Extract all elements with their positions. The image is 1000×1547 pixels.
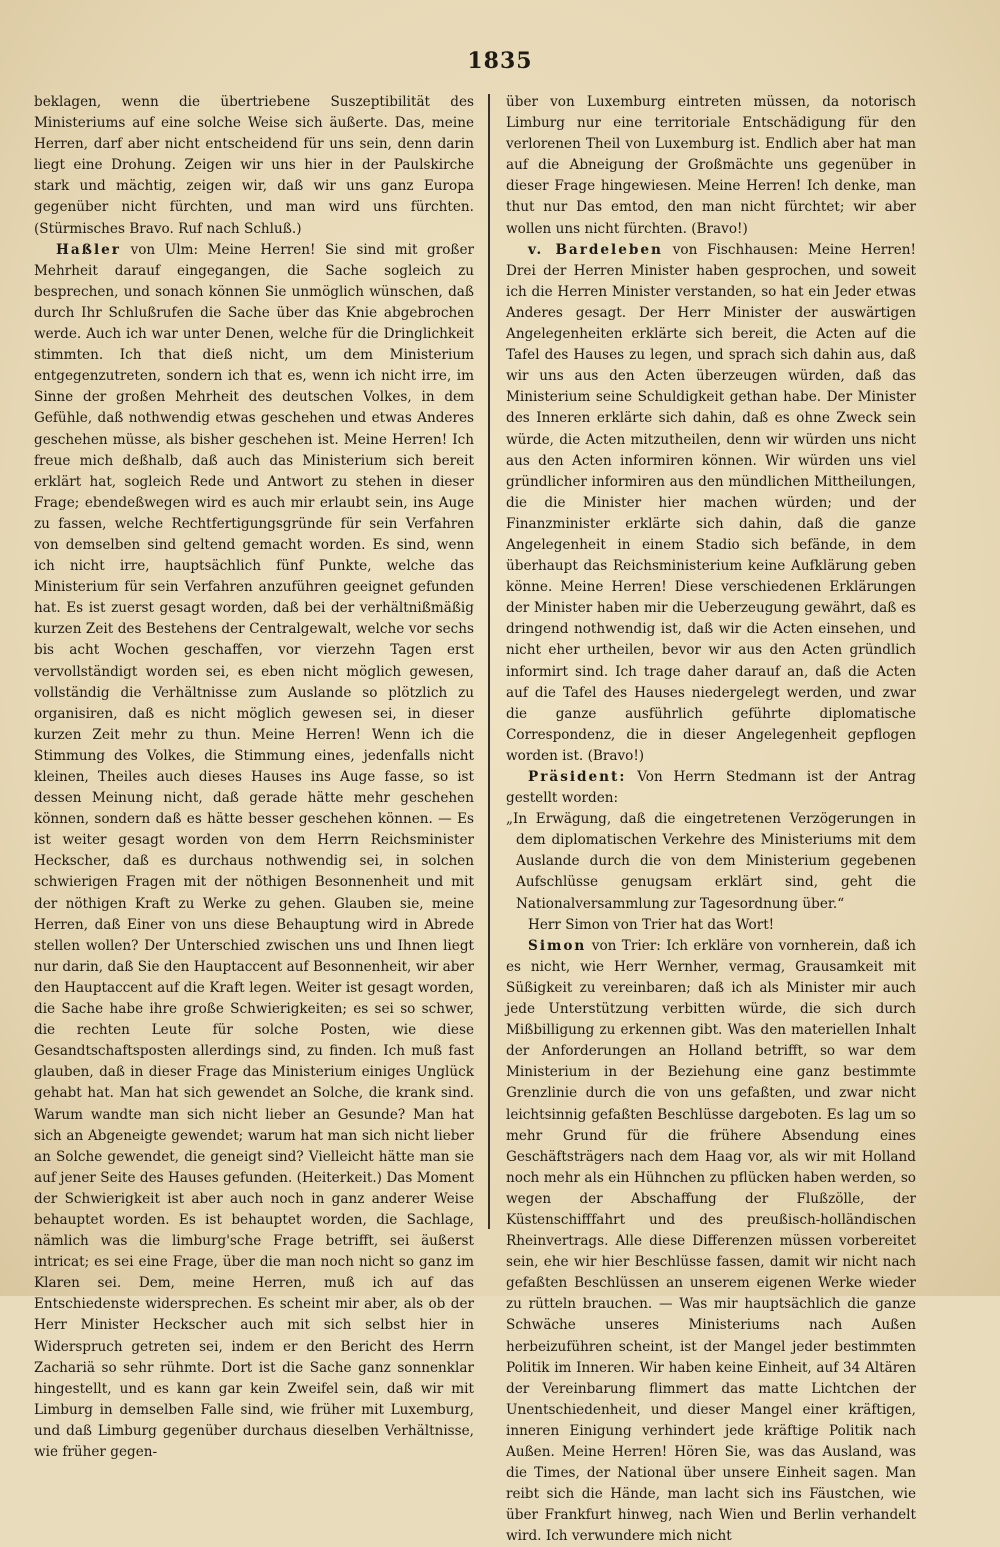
column-divider <box>488 94 490 1229</box>
speaker-name: Haßler <box>56 241 121 258</box>
paragraph: über von Luxemburg eintreten müssen, da notorisch Limburg nur eine territoriale Entschädigung für den verlorenen Theil von Luxemburg ist. Endlich aber hat man auf die Abneigung der Großmächte uns gegenüber in dieser Frage hingewiesen. Meine Herren! Ich denke, man thut nur Das emtod, den man nicht fürchtet; wir aber wollen uns nicht fürchten. (Bravo!) <box>506 94 916 237</box>
right-column <box>506 92 916 1545</box>
speech-bardeleben <box>506 240 916 767</box>
speaker-name: Simon <box>528 937 587 954</box>
speech-text: von Trier: Ich erkläre von vornherein, daß ich es nicht, wie Herr Wernher, vermag, Grausamkeit mit Süßigkeit zu vereinbaren; daß ich als Minister mir auch jede Unterstützung verbitten würde, die sich durch Mißbilligung zu erkennen gibt. Was den materiellen Inhalt der Anforderungen an Holland betrifft, so war dem Ministerium in der Beziehung eine ganz bestimmte Grenzlinie durch die von uns gefaßten, und zwar nicht leichtsinnig gefaßten Beschlüsse dargeboten. Es lag um so mehr Grund für die frühere Absendung eines Geschäftsträgers nach dem Haag vor, als wir mit Holland noch mehr als ein Hühnchen zu pflücken haben werden, so wegen der Abschaffung der Flußzölle, der Küstenschifffahrt und des preußisch-holländischen Rheinvertrags. Alle diese Differenzen müssen vorbereitet sein, ehe wir hier Beschlüsse fassen, damit wir nicht nach gefaßten Beschlüssen an unserem eigenen Werke wieder zu rütteln brauchen. — Was mir hauptsächlich die ganze Schwäche unseres Ministeriums nach Außen herbeizuführen scheint, ist der Mangel jeder bestimmten Politik im Inneren. Wir haben keine Einheit, auf 34 Altären der Vereinbarung flimmert das matte Lichtchen der Unentschiedenheit, und dieser Mangel einer kräftigen, inneren Einigung verhindert jede kräftige Politik nach Außen. Meine Herren! Hören Sie, was das Ausland, was die Times, der National über unsere Einheit sagen. Man reibt sich die Hände, man lacht sich ins Fäustchen, wie über Frankfurt hinweg, nach Wien und Berlin verhandelt wird. Ich verwundere mich nicht <box>506 937 916 1545</box>
motion-text <box>506 809 916 914</box>
speech-president <box>506 767 916 809</box>
speech-text: von Fischhausen: Meine Herren! Drei der Herren Minister haben gesprochen, und soweit ich die Herren Minister verstanden, so hat ein Jeder etwas Anderes gesagt. Der Herr Minister der auswärtigen Angelegenheiten erklärte sich bereit, die Acten auf die Tafel des Hauses zu legen, und sprach sich dahin aus, daß wir uns aus den Acten überzeugen würden, daß das Ministerium seine Schuldigkeit gethan habe. Der Minister des Inneren erklärte sich dahin, daß es ohne Zweck sein würde, die Acten mitzutheilen, denn wir würden uns nicht aus den Acten informiren können. Wir würden uns viel gründlicher informiren aus den mündlichen Mittheilungen, die die Minister hier machen würden; und der Finanzminister erklärte sich dahin, daß die ganze Angelegenheit in einem Stadio sich befände, in dem überhaupt das Reichsministerium keine Aufklärung geben könne. Meine Herren! Diese verschiedenen Erklärungen der Minister haben mir die Ueberzeugung gewährt, daß es dringend nothwendig ist, daß wir die Acten einsehen, und nicht eher urtheilen, bevor wir aus den Acten gründlich informirt sind. Ich trage daher darauf an, daß die Acten auf die Tafel des Hauses niedergelegt werden, und zwar die ganze ausführlich geführte diplomatische Correspondenz, die in dieser Angelegenheit gepflogen worden ist. (Bravo!) <box>506 241 916 764</box>
speech-simon <box>506 936 916 1547</box>
paragraph: beklagen, wenn die übertriebene Suszeptibilität des Ministeriums auf eine solche Weise sich äußerte. Das, meine Herren, darf aber nicht entscheidend für uns sein, denn darin liegt eine Drohung. Zeigen wir uns hier in der Paulskirche stark und mächtig, zeigen wir, daß wir uns ganz Europa gegenüber nicht fürchten, und man wird uns fürchten. (Stürmisches Bravo. Ruf nach Schluß.) <box>34 94 474 237</box>
paragraph: Herr Simon von Trier hat das Wort! <box>528 916 775 933</box>
speech-hassler <box>34 240 474 1463</box>
motion-quote: „In Erwägung, daß die eingetretenen Verzögerungen in dem diplomatischen Verkehre des Ministeriums mit dem Auslande durch die von dem Ministerium gegebenen Aufschlüsse genugsam erklärt sind, geht die Nationalversammlung zur Tagesordnung über.“ <box>506 811 916 912</box>
speaker-name: Präsident: <box>528 769 627 785</box>
speech-text: Von Herrn Stedmann ist der Antrag gestellt worden: <box>506 769 916 807</box>
page-number: 1835 <box>467 48 533 74</box>
left-column <box>34 92 474 1460</box>
speech-text: von Ulm: Meine Herren! Sie sind mit großer Mehrheit darauf eingegangen, die Sache sogleich zu besprechen, und sonach können Sie unmöglich wünschen, daß durch Ihr Schlußrufen die Sache über das Knie abgebrochen werde. Auch ich war unter Denen, welche für die Dringlichkeit stimmten. Ich that dieß nicht, um dem Ministerium entgegenzutreten, sondern ich that es, wenn ich nicht irre, im Sinne der großen Mehrheit des deutschen Volkes, in dem Gefühle, daß nothwendig etwas geschehen und etwas Anderes geschehen müsse, als bisher geschehen ist. Meine Herren! Ich freue mich deßhalb, daß auch das Ministerium sich bereit erklärt hat, sogleich Rede und Antwort zu stehen in dieser Frage; ebendeßwegen wird es auch mir erlaubt sein, ins Auge zu fassen, welche Rechtfertigungsgründe für sein Verfahren von demselben sind geltend gemacht worden. Es sind, wenn ich nicht irre, hauptsächlich fünf Punkte, welche das Ministerium für sein Verfahren anzuführen geeignet gefunden hat. Es ist zuerst gesagt worden, daß bei der verhältnißmäßig kurzen Zeit des Bestehens der Centralgewalt, welche vor sechs bis acht Wochen geschaffen, vor vierzehn Tagen erst vervollständigt worden sei, es eben nicht möglich gewesen, vollständig die Verhältnisse zum Auslande so plötzlich zu organisiren, daß es nicht möglich gewesen sei, in dieser kurzen Zeit mehr zu thun. Meine Herren! Wenn ich die Stimmung des Volkes, die Stimmung eines, jedenfalls nicht kleinen, Theiles auch dieses Hauses ins Auge fasse, so ist dessen Meinung nicht, daß gerade hätte mehr geschehen können, sondern daß es hätte besser geschehen können. — Es ist weiter gesagt worden von dem Herrn Reichsminister Heckscher, daß es durchaus nothwendig sei, in solchen schwierigen Fragen mit der nöthigen Besonnenheit und mit der nöthigen Kraft zu Werke zu gehen. Glauben sie, meine Herren, daß Einer von uns diese Behauptung wird in Abrede stellen wollen? Der Unterschied zwischen uns und Ihnen liegt nur darin, daß Sie den Hauptaccent auf Besonnenheit, wir aber den Hauptaccent auf die Kraft legen. Weiter ist gesagt worden, die Sache habe ihre große Schwierigkeiten; es sei so schwer, die rechten Leute für solche Posten, wie diese Gesandtschaftsposten allerdings sind, zu finden. Ich muß fast glauben, daß in dieser Frage das Ministerium einiges Unglück gehabt hat. Man hat sich gewendet an Solche, die krank sind. Warum wandte man sich nicht lieber an Gesunde? Man hat sich an Abgeneigte gewendet; warum hat man sich nicht lieber an Solche gewendet, die geneigt sind? Vielleicht hätte man sie auf jener Seite des Hauses gefunden. (Heiterkeit.) Das Moment der Schwierigkeit ist aber auch noch in ganz anderer Weise behauptet worden. Es ist behauptet worden, die Sachlage, nämlich was die limburg'sche Frage betrifft, sei äußerst intricat; es sei eine Frage, über die man noch nicht so ganz im Klaren sei. Dem, meine Herren, muß ich auf das Entschiedenste widersprechen. Es scheint mir aber, als ob der Herr Minister Heckscher auch mit sich selbst hier in Widerspruch getreten sei, indem er den Bericht des Herrn Zachariä so sehr rühmte. Dort ist die Sache ganz sonnenklar hingestellt, und es kann gar kein Zweifel sein, daß wir mit Limburg in demselben Falle sind, wie früher mit Luxemburg, und daß Limburg gegenüber durchaus dieselben Verhältnisse, wie früher gegen- <box>34 241 474 1460</box>
speaker-name: v. Bardeleben <box>528 241 663 258</box>
